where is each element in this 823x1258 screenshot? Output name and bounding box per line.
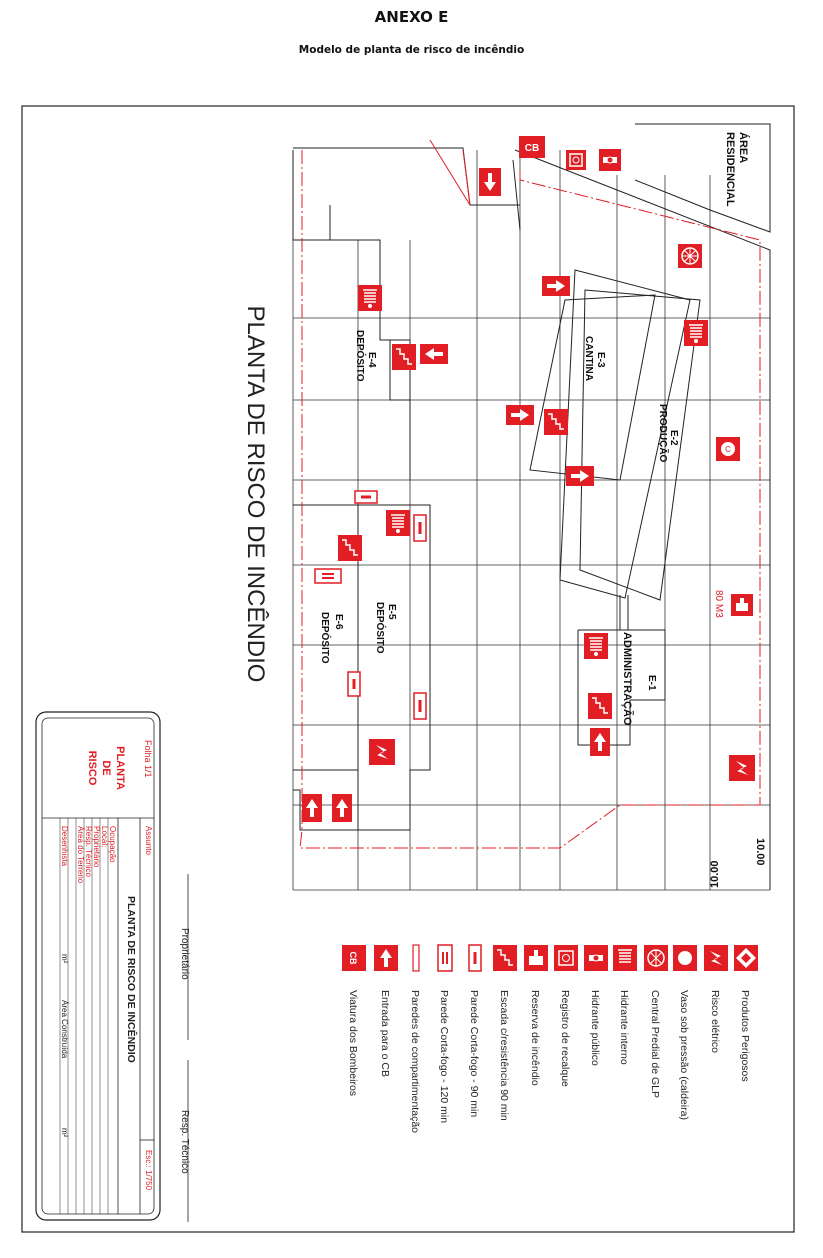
svg-text:CB: CB [524, 143, 540, 154]
e1-name: ADMINISTRAÇÃO [621, 632, 633, 726]
wall-90-icon [414, 693, 426, 719]
stairs-icon [544, 409, 568, 435]
legend-item [644, 945, 668, 1098]
arrow-right-icon [542, 276, 570, 296]
tech-signature-label: Resp. Técnico [179, 1110, 190, 1174]
tank-capacity-label: 80 M3 [713, 590, 724, 618]
legend-item [493, 945, 517, 1121]
wall-90-icon [469, 945, 481, 971]
assunto-label: Assunto [144, 826, 153, 855]
legend-item [409, 945, 421, 1133]
e5-name: DEPÓSITO [374, 602, 385, 654]
e4-code: E-4 [366, 352, 377, 368]
desenhista-label: Desenhista [60, 826, 69, 867]
arrow-left-icon [420, 344, 448, 364]
arrow-right-icon [506, 405, 534, 425]
fire-reserve-icon [731, 594, 753, 616]
planta-label-1: PLANTA [114, 746, 126, 790]
e5-code: E-5 [386, 604, 397, 620]
legend-label: Parede Corta-fogo - 90 min [468, 990, 480, 1118]
ocupacao-label: Ocupação [108, 826, 117, 863]
e6-name: DEPÓSITO [319, 612, 330, 664]
hazard-diamond-icon [734, 945, 758, 971]
lightning-icon [704, 945, 728, 971]
sheet-number: Folha 1/1 [143, 740, 153, 778]
e3-name: CANTINA [583, 336, 594, 381]
internal-hydrant-icon [684, 320, 708, 346]
local-label: Local: [100, 826, 109, 848]
cb-vehicle-icon [342, 945, 366, 971]
svg-text:C: C [725, 445, 731, 454]
internal-hydrant-icon [584, 633, 608, 659]
legend-item [613, 945, 637, 1065]
stairs-icon [493, 945, 517, 971]
legend-label: Parede Corta-fogo - 120 min [438, 990, 450, 1124]
lightning-icon [729, 755, 755, 781]
legend-item [673, 945, 697, 1120]
e3-code: E-3 [595, 352, 606, 368]
legend-label: Viatura dos Bombeiros [347, 990, 359, 1097]
e2-code: E-2 [668, 430, 679, 446]
legend-item [584, 945, 608, 1066]
annex-subtitle: Modelo de planta de risco de incêndio [298, 44, 525, 56]
internal-hydrant-icon [358, 285, 382, 311]
planta-label-3: RISCO [86, 750, 98, 786]
e6-code: E-6 [333, 614, 344, 630]
scale-mark-b: 10.00 [709, 860, 721, 888]
recalque-icon [554, 945, 578, 971]
legend-label: Hidrante interno [618, 990, 630, 1065]
glp-central-icon [678, 244, 702, 268]
legend-label: Central Predial de GLP [649, 990, 661, 1098]
arrow-up-icon [590, 728, 610, 756]
legend [342, 945, 758, 1133]
wall-120-icon [438, 945, 452, 971]
cb-vehicle-icon [519, 136, 545, 158]
area-residencial-label-2: RESIDENCIAL [724, 132, 736, 207]
legend-item [704, 945, 728, 1053]
compartment-wall-icon [413, 945, 419, 971]
legend-item [524, 945, 548, 1086]
stairs-icon [588, 693, 612, 719]
stairs-icon [392, 344, 416, 370]
signature-area [179, 874, 190, 1222]
annex-title: ANEXO E [374, 8, 449, 26]
legend-item [468, 945, 481, 1117]
title-block-main-title: PLANTA DE RISCO DE INCÊNDIO [125, 896, 137, 1063]
scale-mark-a: 10.00 [754, 838, 766, 866]
legend-item [438, 945, 452, 1123]
legend-label: Escada c/resistência 90 min [498, 990, 510, 1121]
arrow-up-icon [302, 794, 322, 822]
planta-label-2: DE [100, 760, 112, 776]
legend-item [374, 945, 398, 1077]
area-construida-label: Área Construída [60, 1000, 69, 1059]
legend-label: Produtos Perigosos [739, 990, 751, 1082]
e2-name: PRODUÇÃO [657, 404, 668, 463]
area-terreno-label: Área do Terreno [76, 826, 85, 884]
glp-central-icon [644, 945, 668, 971]
legend-item [734, 945, 758, 1082]
resp-tecnico-label: Resp. Técnico [84, 826, 93, 877]
legend-label: Registro de recalque [559, 990, 571, 1087]
wall-120-icon [315, 569, 341, 583]
wall-90-icon [414, 515, 426, 541]
proprietario-label: Proprietário [92, 826, 101, 868]
svg-text:CB: CB [348, 951, 358, 965]
legend-label: Reserva de incêndio [529, 990, 541, 1086]
owner-signature-label: Proprietário [179, 928, 190, 980]
title-block [36, 712, 160, 1220]
legend-item [554, 945, 578, 1087]
e1-code: E-1 [646, 675, 657, 691]
pressure-vessel-icon [673, 945, 697, 971]
arrow-up-icon [374, 945, 398, 971]
public-hydrant-icon [599, 149, 621, 171]
internal-hydrant-icon [386, 510, 410, 536]
plan-title: PLANTA DE RISCO DE INCÊNDIO [242, 305, 269, 683]
stairs-icon [338, 535, 362, 561]
recalque-icon [566, 150, 586, 170]
arrow-right-icon [566, 466, 594, 486]
legend-label: Risco elétrico [709, 990, 721, 1054]
area-residencial-label-1: ÁREA [737, 132, 749, 164]
fire-reserve-icon [524, 945, 548, 971]
scale-label: Esc.: 1/750 [144, 1150, 153, 1191]
public-hydrant-icon [584, 945, 608, 971]
wall-90-icon [355, 491, 377, 503]
site-plan [242, 124, 770, 890]
legend-label: Paredes de compartimentação [409, 990, 421, 1133]
legend-label: Entrada para o CB [379, 990, 391, 1077]
pressure-vessel-icon [716, 437, 740, 461]
m2-unit-b: m² [60, 1128, 69, 1138]
wall-90-icon [348, 672, 360, 696]
arrow-up-icon [332, 794, 352, 822]
m2-unit-a: m² [60, 954, 69, 964]
lightning-icon [369, 739, 395, 765]
legend-item [342, 945, 366, 1096]
legend-label: Vaso sob pressão (caldeira) [678, 990, 690, 1120]
internal-hydrant-icon [613, 945, 637, 971]
arrow-down-icon [479, 168, 501, 196]
legend-label: Hidrante público [589, 990, 601, 1066]
e4-name: DEPÓSITO [354, 330, 365, 382]
